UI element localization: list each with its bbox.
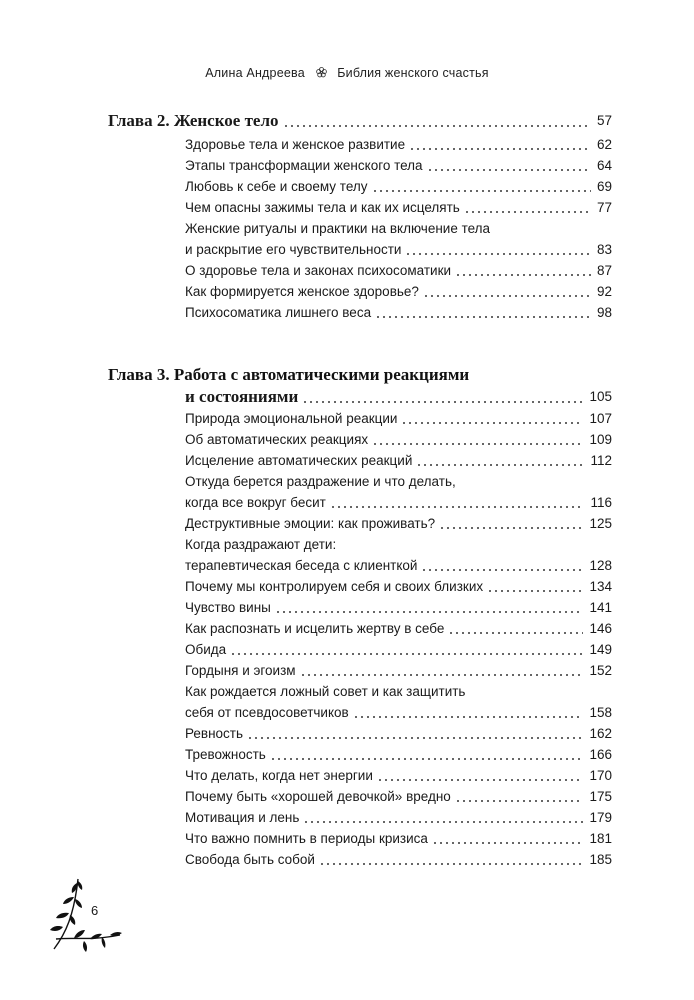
leaf-branch-icon [44, 875, 124, 958]
entry-title: Психосоматика лишнего веса [185, 305, 372, 320]
dot-leader [230, 653, 583, 655]
dot-leader [427, 169, 591, 171]
toc-entry[interactable] [185, 618, 612, 639]
dot-leader [372, 443, 583, 445]
toc-entry[interactable] [185, 408, 612, 429]
toc-entry[interactable] [185, 176, 612, 197]
entry-page-number: 158 [589, 705, 612, 720]
dot-leader [247, 737, 583, 739]
dot-leader [377, 779, 584, 781]
dot-leader [432, 842, 584, 844]
dot-leader [275, 611, 584, 613]
dot-leader [405, 253, 591, 255]
dot-leader [353, 716, 584, 718]
entry-title: Деструктивные эмоции: как проживать? [185, 516, 436, 531]
entry-title: и раскрытие его чувствительности [185, 242, 402, 257]
entry-title: и состояниями [185, 387, 299, 406]
entry-title: Чувство вины [185, 600, 271, 615]
toc-chapter-3 [108, 364, 612, 870]
entry-title: Об автоматических реакциях [185, 432, 369, 447]
entry-page-number: 98 [596, 305, 612, 320]
dot-leader [319, 863, 584, 865]
toc-entry[interactable] [185, 197, 612, 218]
entry-title: Любовь к себе и своему телу [185, 179, 368, 194]
chapter-heading[interactable] [108, 110, 612, 132]
dot-leader [455, 800, 584, 802]
entry-page-number: 181 [589, 831, 612, 846]
toc-entry[interactable] [185, 513, 612, 534]
dot-leader [302, 401, 583, 403]
entry-page-number: 77 [596, 200, 612, 215]
toc-entry[interactable] [185, 639, 612, 660]
dot-leader [439, 527, 583, 529]
toc-entry[interactable] [185, 134, 612, 155]
entry-title: Обида [185, 642, 227, 657]
toc-entry[interactable] [185, 849, 612, 870]
toc-entry[interactable] [185, 828, 612, 849]
entry-page-number: 125 [589, 516, 612, 531]
toc-entry[interactable] [185, 723, 612, 744]
toc-entry-line: Женские ритуалы и практики на включение тела [185, 221, 491, 236]
entry-title: Исцеление автоматических реакций [185, 453, 413, 468]
entry-page-number: 128 [589, 558, 612, 573]
entry-page-number: 107 [589, 411, 612, 426]
entry-title: Чем опасны зажимы тела и как их исцелять [185, 200, 460, 215]
toc-entry[interactable] [185, 155, 612, 176]
entry-title: Как формируется женское здоровье? [185, 284, 419, 299]
dot-leader [303, 821, 583, 823]
chapter-heading-cont[interactable] [185, 386, 612, 408]
toc-entry[interactable] [185, 429, 612, 450]
toc-entry-line: Откуда берется раздражение и что делать, [185, 474, 456, 489]
entry-page-number: 116 [590, 495, 612, 510]
entry-page-number: 92 [596, 284, 612, 299]
entry-page-number: 83 [596, 242, 612, 257]
entry-title: Этапы трансформации женского тела [185, 158, 423, 173]
header-book-title: Библия женского счастья [337, 66, 489, 80]
entry-title: себя от псевдосоветчиков [185, 705, 349, 720]
entry-page-number: 109 [589, 432, 612, 447]
toc-entry[interactable] [185, 302, 612, 323]
toc-entry[interactable] [185, 281, 612, 302]
entry-title: Почему мы контролируем себя и своих близких [185, 579, 484, 594]
toc-entry[interactable] [185, 744, 612, 765]
entry-page-number: 87 [596, 263, 612, 278]
entry-page-number: 64 [596, 158, 612, 173]
dot-leader [464, 211, 591, 213]
entry-page-number: 105 [589, 389, 612, 404]
dot-leader [330, 506, 585, 508]
toc-entry[interactable] [185, 786, 612, 807]
toc-entry-line: Когда раздражают дети: [185, 537, 337, 552]
entry-title: Почему быть «хорошей девочкой» вредно [185, 789, 451, 804]
toc-entry[interactable] [185, 576, 612, 597]
entry-title: Как распознать и исцелить жертву в себе [185, 621, 445, 636]
dot-leader [416, 464, 584, 466]
dot-leader [409, 148, 591, 150]
toc-entry-line: Как рождается ложный совет и как защитить [185, 684, 466, 699]
entry-page-number: 69 [596, 179, 612, 194]
running-header [0, 66, 694, 82]
entry-page-number: 166 [589, 747, 612, 762]
entry-page-number: 162 [589, 726, 612, 741]
dot-leader [401, 422, 583, 424]
toc-entry[interactable] [185, 450, 612, 471]
entry-title: Мотивация и лень [185, 810, 300, 825]
entry-title: терапевтическая беседа с клиенткой [185, 558, 418, 573]
dot-leader [375, 316, 591, 318]
header-author: Алина Андреева [205, 66, 305, 80]
toc-entry[interactable] [185, 555, 612, 576]
entry-page-number: 141 [589, 600, 612, 615]
entry-title: Свобода быть собой [185, 852, 315, 867]
entry-title: Что важно помнить в периоды кризиса [185, 831, 428, 846]
entry-page-number: 152 [589, 663, 612, 678]
entry-page-number: 179 [589, 810, 612, 825]
toc-entry[interactable] [185, 660, 612, 681]
toc-entry[interactable] [185, 765, 612, 786]
chapter-heading[interactable]: Глава 3. Работа с автоматическими реакциями [108, 365, 470, 384]
dot-leader [423, 295, 591, 297]
dot-leader [300, 674, 584, 676]
entry-page-number: 134 [589, 579, 612, 594]
toc-entry[interactable] [185, 807, 612, 828]
dot-leader [421, 569, 583, 571]
page-number: 6 [91, 903, 99, 918]
entry-page-number: 112 [590, 453, 612, 468]
flower-icon [315, 66, 328, 82]
entry-page-number: 170 [589, 768, 612, 783]
toc-entry[interactable] [185, 492, 612, 513]
entry-page-number: 57 [596, 113, 612, 128]
entry-page-number: 149 [589, 642, 612, 657]
entry-title: О здоровье тела и законах психосоматики [185, 263, 452, 278]
dot-leader [487, 590, 583, 592]
dot-leader [455, 274, 591, 276]
entry-title: Здоровье тела и женское развитие [185, 137, 406, 152]
entry-page-number: 146 [589, 621, 612, 636]
toc-chapter-2 [108, 110, 612, 323]
toc-entry[interactable] [185, 260, 612, 281]
dot-leader [283, 125, 591, 127]
entry-page-number: 175 [589, 789, 612, 804]
entry-title: Ревность [185, 726, 244, 741]
entry-page-number: 62 [596, 137, 612, 152]
entry-title: Природа эмоциональной реакции [185, 411, 398, 426]
entry-page-number: 185 [589, 852, 612, 867]
dot-leader [372, 190, 591, 192]
toc-entry[interactable] [185, 597, 612, 618]
toc-entry[interactable] [185, 702, 612, 723]
entry-title: Гордыня и эгоизм [185, 663, 296, 678]
entry-title: когда все вокруг бесит [185, 495, 326, 510]
entry-title: Что делать, когда нет энергии [185, 768, 373, 783]
dot-leader [448, 632, 583, 634]
entry-title: Глава 2. Женское тело [108, 111, 279, 130]
entry-title: Тревожность [185, 747, 266, 762]
toc-entry[interactable] [185, 239, 612, 260]
dot-leader [270, 758, 584, 760]
